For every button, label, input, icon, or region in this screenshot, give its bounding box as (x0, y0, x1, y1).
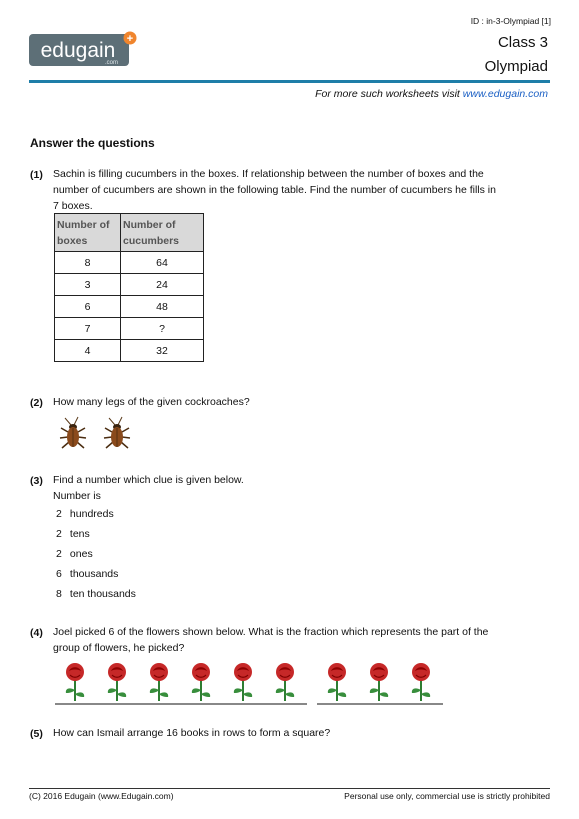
table-cell: 3 (55, 274, 121, 296)
cockroach-icon (60, 417, 86, 448)
boxes-cucumbers-table (54, 213, 204, 362)
table-row (55, 252, 204, 274)
more-worksheets-line (200, 88, 548, 100)
question-3-number: (3) (30, 475, 43, 487)
table-row (55, 318, 204, 340)
clue-item: 6 thousands (56, 568, 119, 580)
table-cell: 64 (121, 252, 204, 274)
edugain-logo (29, 31, 137, 69)
question-1-line: 7 boxes. (53, 200, 93, 212)
footer-notice: Personal use only, commercial use is strictly prohibited (344, 791, 550, 801)
question-4-number: (4) (30, 627, 43, 639)
table-header-boxes: Number of boxes (55, 214, 121, 252)
rose-icon (323, 662, 351, 702)
table-header-row (55, 214, 204, 252)
logo-plus-icon: + (126, 33, 134, 45)
logo-text: edugain (40, 39, 116, 62)
question-5-text: How can Ismail arrange 16 books in rows to form a square? (53, 727, 331, 739)
subject-label: Olympiad (484, 58, 548, 75)
flower-group-1-baseline (55, 703, 307, 705)
rose-icon (229, 662, 257, 702)
more-worksheets-text: For more such worksheets visit (315, 88, 463, 100)
rose-icon (271, 662, 299, 702)
worksheet-id: ID : in-3-Olympiad [1] (470, 16, 551, 26)
question-4-line: group of flowers, he picked? (53, 642, 185, 654)
table-cell: ? (121, 318, 204, 340)
question-2-text: How many legs of the given cockroaches? (53, 396, 250, 408)
rose-icon (365, 662, 393, 702)
table-cell: 32 (121, 340, 204, 362)
rose-icon (103, 662, 131, 702)
table-row (55, 340, 204, 362)
question-1-line: Sachin is filling cucumbers in the boxes. If relationship between the number of boxes and the (53, 168, 484, 180)
table-cell: 8 (55, 252, 121, 274)
question-1-text (53, 166, 533, 214)
table-cell: 7 (55, 318, 121, 340)
cockroach-icon (104, 417, 130, 448)
table-cell: 6 (55, 296, 121, 318)
clue-item: 8 ten thousands (56, 588, 136, 600)
cockroach-image-row (55, 414, 139, 450)
question-4-text (53, 624, 533, 656)
table-cell: 24 (121, 274, 204, 296)
rose-icon (145, 662, 173, 702)
flower-image-row (55, 660, 445, 706)
question-1-line: number of cucumbers are shown in the following table. Find the number of cucumbers he fills in (53, 184, 496, 196)
question-3-text: Find a number which clue is given below. (53, 474, 244, 486)
question-4-line: Joel picked 6 of the flowers shown below. What is the fraction which represents the part of the (53, 626, 489, 638)
rose-icon (61, 662, 89, 702)
question-5-number: (5) (30, 728, 43, 740)
question-1-number: (1) (30, 169, 43, 181)
question-2-number: (2) (30, 397, 43, 409)
rose-icon (407, 662, 435, 702)
clue-item: 2 hundreds (56, 508, 114, 520)
section-heading: Answer the questions (30, 136, 155, 150)
header-divider (29, 80, 550, 83)
clue-item: 2 ones (56, 548, 93, 560)
footer-divider (29, 788, 550, 789)
question-3-subtext: Number is (53, 490, 101, 502)
flower-group-2-baseline (317, 703, 443, 705)
table-header-cucumbers: Number of cucumbers (121, 214, 204, 252)
table-row (55, 274, 204, 296)
rose-icon (187, 662, 215, 702)
table-row (55, 296, 204, 318)
logo-subtext: .com (105, 60, 119, 66)
class-label: Class 3 (497, 34, 548, 51)
table-cell: 4 (55, 340, 121, 362)
footer-copyright: (C) 2016 Edugain (www.Edugain.com) (29, 791, 174, 801)
edugain-link[interactable]: www.edugain.com (462, 88, 548, 100)
clue-item: 2 tens (56, 528, 90, 540)
table-cell: 48 (121, 296, 204, 318)
